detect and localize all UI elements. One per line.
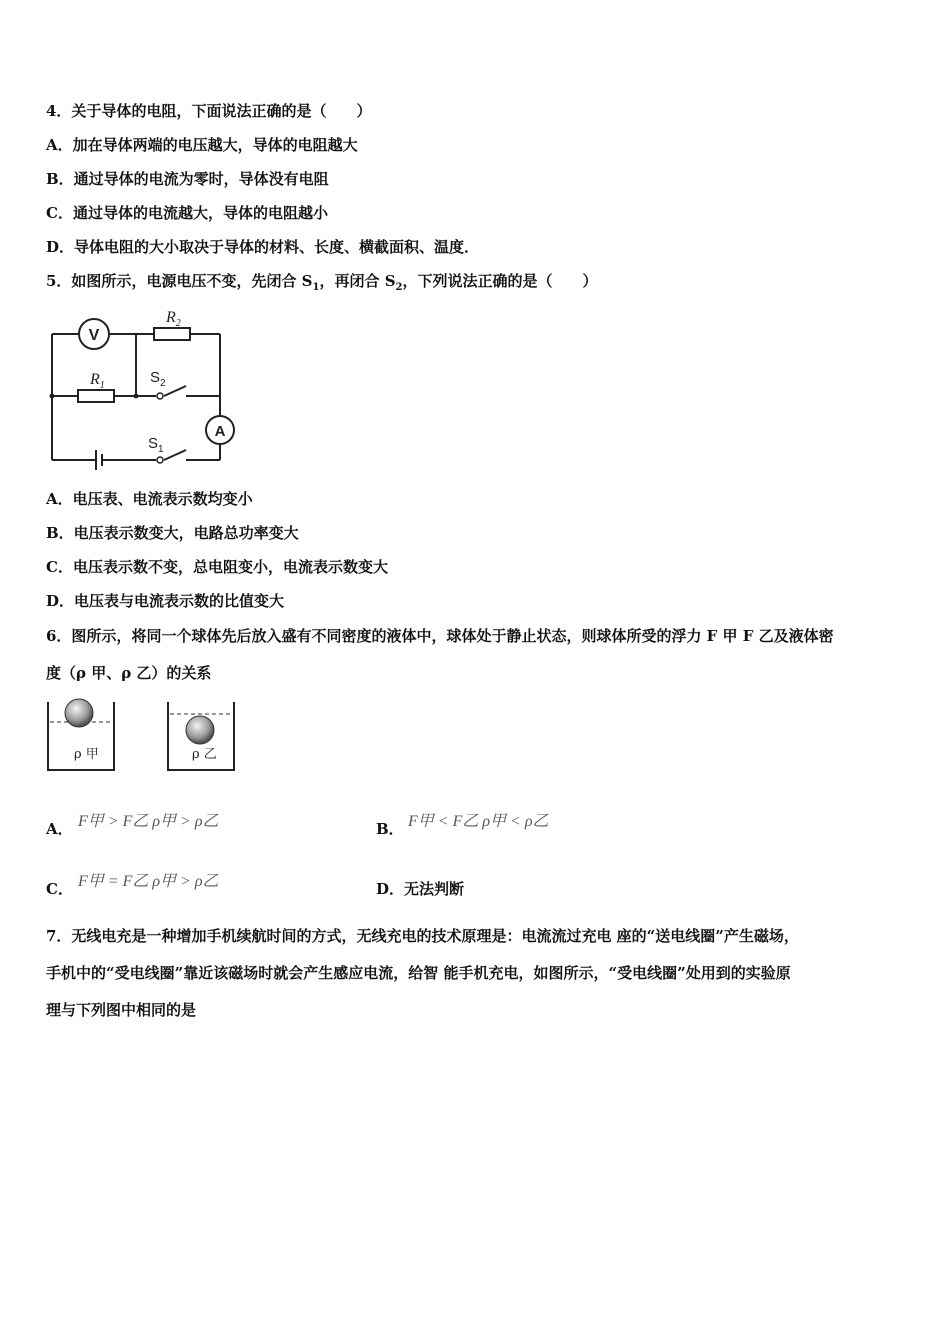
q5-circuit-diagram [44, 304, 244, 470]
q4-option-c: C．通过导体的电流越大，导体的电阻越小 [46, 204, 328, 222]
ammeter-label: A [214, 423, 226, 440]
beaker-yi-label: ρ 乙 [192, 747, 217, 762]
q4-option-a: A．加在导体两端的电压越大，导体的电阻越大 [46, 136, 358, 154]
q6-option-c-expr: F甲 = F乙 ρ甲 > ρ乙 [78, 873, 219, 890]
q5-option-b: B．电压表示数变大，电路总功率变大 [46, 524, 299, 542]
q7-line3: 理与下列图中相同的是 [46, 1001, 197, 1019]
q6-option-b-expr: F甲 < F乙 ρ甲 < ρ乙 [408, 813, 549, 830]
q6-option-a-letter: A． [46, 820, 73, 838]
q6-beakers-diagram [44, 696, 244, 774]
q5-option-a: A．电压表、电流表示数均变小 [46, 490, 253, 508]
q4-stem: 4．关于导体的电阻，下面说法正确的是（ ） [46, 102, 372, 120]
q6-stem-line1: 6．图所示，将同一个球体先后放入盛有不同密度的液体中，球体处于静止状态，则球体所受的浮力 F 甲 F 乙及液体密 [46, 627, 834, 645]
q6-option-d: D．无法判断 [376, 880, 465, 898]
q7-line2: 手机中的“受电线圈”靠近该磁场时就会产生感应电流，给智 能手机充电，如图所示，“受电线圈”处用到的实验原 [46, 964, 791, 982]
beaker-jia-label: ρ 甲 [74, 747, 99, 762]
q6-option-c-letter: C． [46, 880, 73, 898]
q6-option-a-expr: F甲 > F乙 ρ甲 > ρ乙 [78, 813, 219, 830]
q6-option-b-letter: B． [376, 820, 404, 838]
q4-option-b: B．通过导体的电流为零时，导体没有电阻 [46, 170, 329, 188]
q5-option-d: D．电压表与电流表示数的比值变大 [46, 592, 285, 610]
q6-stem-line2: 度（ρ 甲、ρ 乙）的关系 [46, 664, 212, 682]
r2-label: $R_2$ [166, 309, 181, 329]
q7-line1: 7．无线电充是一种增加手机续航时间的方式，无线充电的技术原理是：电流流过充电 座的“送电线圈”产生磁场， [46, 927, 799, 945]
q5-option-c: C．电压表示数不变，总电阻变小，电流表示数变大 [46, 558, 388, 576]
r1-label: $R_1$ [90, 371, 105, 391]
voltmeter-label: V [88, 327, 100, 344]
s1-label: $S_1$ [148, 435, 164, 455]
q5-stem: 5．如图所示，电源电压不变，先闭合 $S_1$，再闭合 $S_2$，下列说法正确的是（ ） [46, 272, 598, 293]
q4-option-d: D．导体电阻的大小取决于导体的材料、长度、横截面积、温度． [46, 238, 480, 256]
s2-label: $S_2$ [150, 369, 166, 389]
